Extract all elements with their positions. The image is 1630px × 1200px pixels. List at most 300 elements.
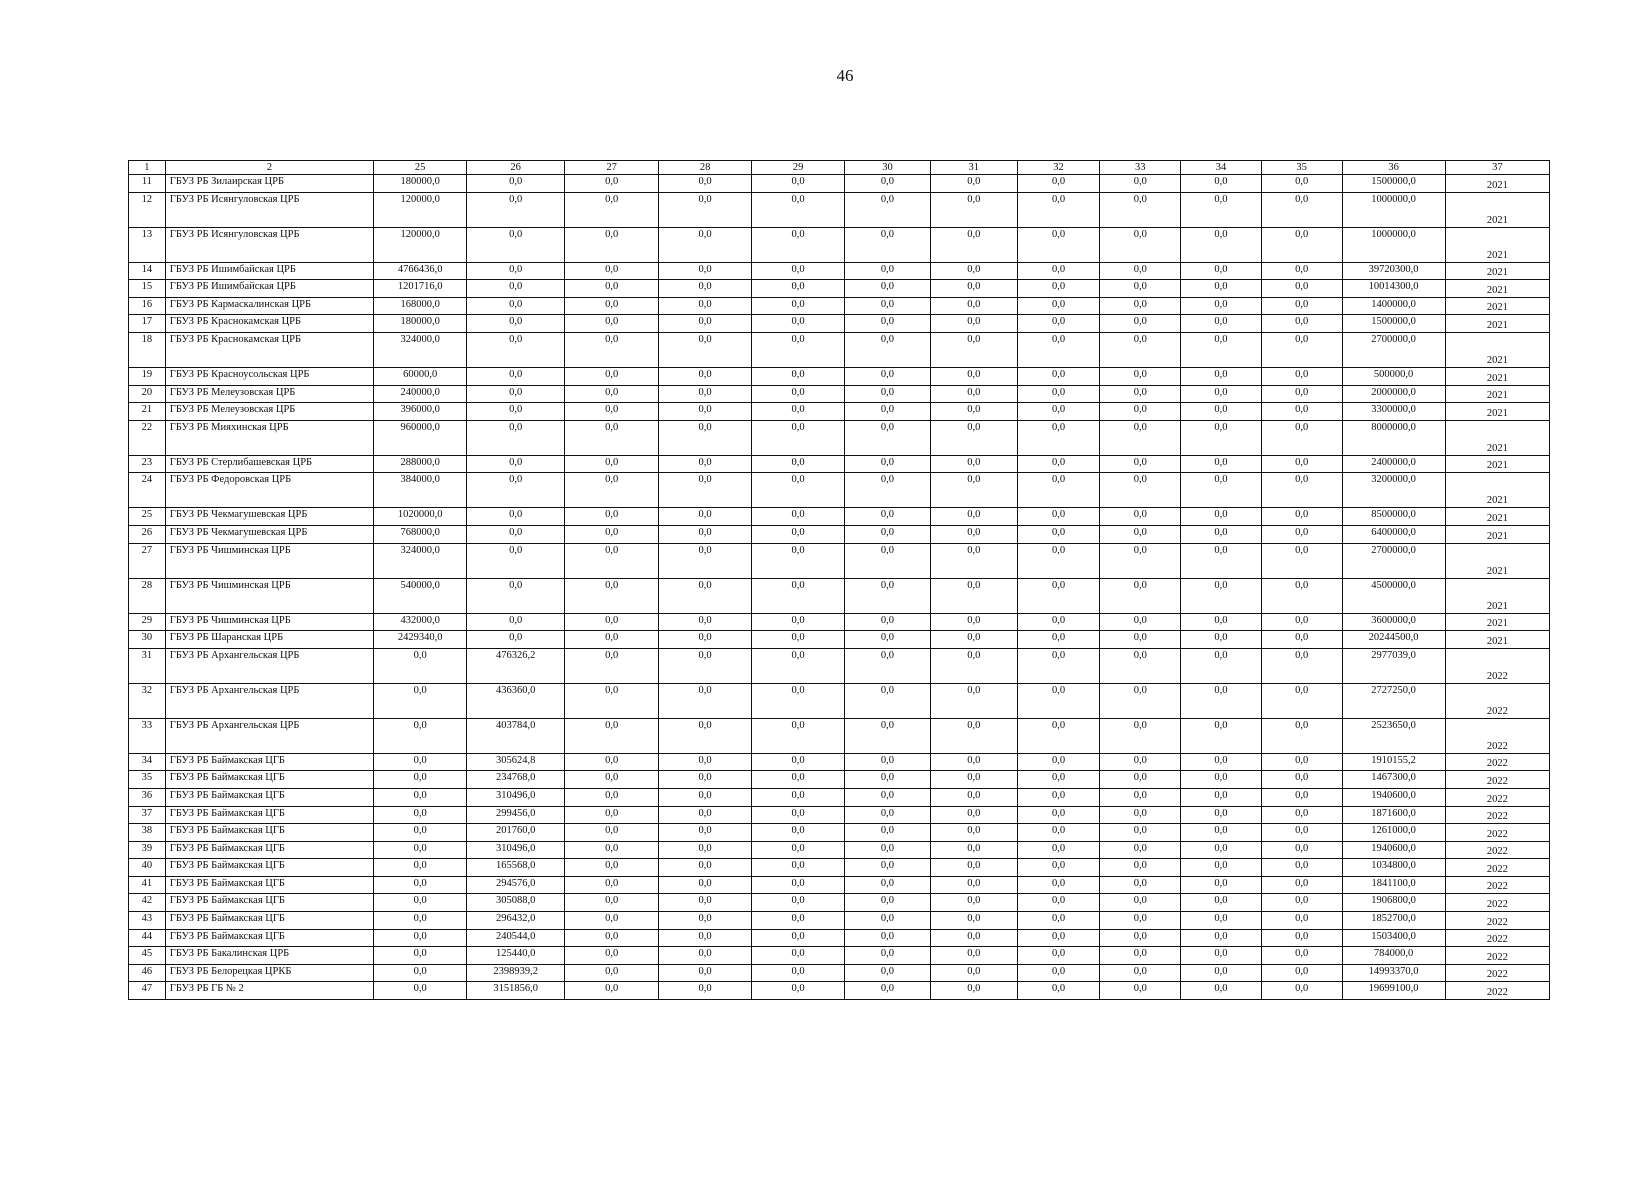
value-col-33: 0,0 bbox=[1100, 912, 1181, 930]
institution-name: ГБУЗ РБ Мелеузовская ЦРБ bbox=[165, 403, 373, 421]
institution-name: ГБУЗ РБ Мелеузовская ЦРБ bbox=[165, 385, 373, 403]
value-col-30: 0,0 bbox=[845, 227, 931, 262]
column-header: 31 bbox=[930, 161, 1017, 175]
value-col-32: 0,0 bbox=[1017, 912, 1100, 930]
row-number: 22 bbox=[129, 420, 166, 455]
value-col-36: 2400000,0 bbox=[1342, 455, 1445, 473]
row-number: 34 bbox=[129, 753, 166, 771]
value-col-32: 0,0 bbox=[1017, 420, 1100, 455]
value-col-33: 0,0 bbox=[1100, 525, 1181, 543]
value-col-36: 4500000,0 bbox=[1342, 578, 1445, 613]
value-col-25: 1201716,0 bbox=[374, 280, 467, 298]
value-col-28: 0,0 bbox=[659, 982, 752, 1000]
year-col-37: 2021 bbox=[1445, 315, 1549, 333]
value-col-27: 0,0 bbox=[565, 367, 659, 385]
value-col-28: 0,0 bbox=[659, 473, 752, 508]
value-col-36: 1940600,0 bbox=[1342, 841, 1445, 859]
value-col-30: 0,0 bbox=[845, 332, 931, 367]
value-col-34: 0,0 bbox=[1181, 876, 1262, 894]
value-col-25: 324000,0 bbox=[374, 332, 467, 367]
value-col-29: 0,0 bbox=[752, 227, 845, 262]
value-col-36: 20244500,0 bbox=[1342, 631, 1445, 649]
value-col-36: 1500000,0 bbox=[1342, 315, 1445, 333]
value-col-34: 0,0 bbox=[1181, 315, 1262, 333]
value-col-34: 0,0 bbox=[1181, 929, 1262, 947]
column-header: 2 bbox=[165, 161, 373, 175]
value-col-35: 0,0 bbox=[1261, 385, 1342, 403]
value-col-35: 0,0 bbox=[1261, 824, 1342, 842]
value-col-26: 0,0 bbox=[467, 631, 565, 649]
row-number: 39 bbox=[129, 841, 166, 859]
value-col-29: 0,0 bbox=[752, 929, 845, 947]
value-col-26: 0,0 bbox=[467, 315, 565, 333]
value-col-26: 0,0 bbox=[467, 525, 565, 543]
value-col-26: 294576,0 bbox=[467, 876, 565, 894]
value-col-34: 0,0 bbox=[1181, 332, 1262, 367]
value-col-28: 0,0 bbox=[659, 753, 752, 771]
value-col-31: 0,0 bbox=[930, 262, 1017, 280]
value-col-26: 3151856,0 bbox=[467, 982, 565, 1000]
table-row bbox=[129, 912, 1550, 930]
value-col-34: 0,0 bbox=[1181, 947, 1262, 965]
year-col-37: 2022 bbox=[1445, 876, 1549, 894]
value-col-35: 0,0 bbox=[1261, 964, 1342, 982]
value-col-25: 4766436,0 bbox=[374, 262, 467, 280]
year-col-37: 2021 bbox=[1445, 578, 1549, 613]
value-col-29: 0,0 bbox=[752, 912, 845, 930]
value-col-26: 0,0 bbox=[467, 420, 565, 455]
value-col-36: 3600000,0 bbox=[1342, 613, 1445, 631]
year-col-37: 2021 bbox=[1445, 385, 1549, 403]
table-row bbox=[129, 280, 1550, 298]
value-col-33: 0,0 bbox=[1100, 929, 1181, 947]
value-col-27: 0,0 bbox=[565, 332, 659, 367]
value-col-36: 2700000,0 bbox=[1342, 332, 1445, 367]
value-col-30: 0,0 bbox=[845, 403, 931, 421]
value-col-30: 0,0 bbox=[845, 648, 931, 683]
value-col-26: 476326,2 bbox=[467, 648, 565, 683]
value-col-35: 0,0 bbox=[1261, 806, 1342, 824]
year-col-37: 2022 bbox=[1445, 982, 1549, 1000]
row-number: 41 bbox=[129, 876, 166, 894]
value-col-33: 0,0 bbox=[1100, 876, 1181, 894]
value-col-30: 0,0 bbox=[845, 929, 931, 947]
value-col-31: 0,0 bbox=[930, 367, 1017, 385]
value-col-27: 0,0 bbox=[565, 982, 659, 1000]
value-col-36: 19699100,0 bbox=[1342, 982, 1445, 1000]
value-col-30: 0,0 bbox=[845, 718, 931, 753]
value-col-30: 0,0 bbox=[845, 841, 931, 859]
value-col-28: 0,0 bbox=[659, 929, 752, 947]
institution-name: ГБУЗ РБ Бакалинская ЦРБ bbox=[165, 947, 373, 965]
value-col-28: 0,0 bbox=[659, 280, 752, 298]
funding-table bbox=[128, 160, 1550, 1000]
value-col-26: 436360,0 bbox=[467, 683, 565, 718]
value-col-32: 0,0 bbox=[1017, 982, 1100, 1000]
value-col-33: 0,0 bbox=[1100, 648, 1181, 683]
value-col-30: 0,0 bbox=[845, 964, 931, 982]
row-number: 42 bbox=[129, 894, 166, 912]
row-number: 28 bbox=[129, 578, 166, 613]
year-col-37: 2022 bbox=[1445, 683, 1549, 718]
row-number: 43 bbox=[129, 912, 166, 930]
value-col-30: 0,0 bbox=[845, 876, 931, 894]
table-row bbox=[129, 788, 1550, 806]
value-col-25: 2429340,0 bbox=[374, 631, 467, 649]
value-col-35: 0,0 bbox=[1261, 578, 1342, 613]
value-col-30: 0,0 bbox=[845, 385, 931, 403]
value-col-30: 0,0 bbox=[845, 947, 931, 965]
column-header: 36 bbox=[1342, 161, 1445, 175]
value-col-32: 0,0 bbox=[1017, 824, 1100, 842]
value-col-33: 0,0 bbox=[1100, 753, 1181, 771]
column-header: 34 bbox=[1181, 161, 1262, 175]
value-col-27: 0,0 bbox=[565, 929, 659, 947]
value-col-29: 0,0 bbox=[752, 753, 845, 771]
value-col-33: 0,0 bbox=[1100, 455, 1181, 473]
value-col-34: 0,0 bbox=[1181, 771, 1262, 789]
value-col-27: 0,0 bbox=[565, 227, 659, 262]
value-col-31: 0,0 bbox=[930, 841, 1017, 859]
value-col-35: 0,0 bbox=[1261, 683, 1342, 718]
value-col-33: 0,0 bbox=[1100, 280, 1181, 298]
value-col-27: 0,0 bbox=[565, 753, 659, 771]
table-row bbox=[129, 824, 1550, 842]
value-col-29: 0,0 bbox=[752, 788, 845, 806]
value-col-36: 14993370,0 bbox=[1342, 964, 1445, 982]
value-col-31: 0,0 bbox=[930, 894, 1017, 912]
value-col-36: 1940600,0 bbox=[1342, 788, 1445, 806]
value-col-31: 0,0 bbox=[930, 280, 1017, 298]
value-col-25: 1020000,0 bbox=[374, 508, 467, 526]
table-row bbox=[129, 947, 1550, 965]
year-col-37: 2021 bbox=[1445, 297, 1549, 315]
value-col-27: 0,0 bbox=[565, 859, 659, 877]
value-col-29: 0,0 bbox=[752, 473, 845, 508]
institution-name: ГБУЗ РБ Баймакская ЦГБ bbox=[165, 753, 373, 771]
table-row bbox=[129, 525, 1550, 543]
value-col-27: 0,0 bbox=[565, 894, 659, 912]
value-col-32: 0,0 bbox=[1017, 280, 1100, 298]
value-col-33: 0,0 bbox=[1100, 227, 1181, 262]
row-number: 12 bbox=[129, 192, 166, 227]
value-col-27: 0,0 bbox=[565, 508, 659, 526]
value-col-31: 0,0 bbox=[930, 718, 1017, 753]
value-col-32: 0,0 bbox=[1017, 613, 1100, 631]
value-col-28: 0,0 bbox=[659, 912, 752, 930]
value-col-26: 0,0 bbox=[467, 578, 565, 613]
value-col-25: 168000,0 bbox=[374, 297, 467, 315]
value-col-26: 0,0 bbox=[467, 297, 565, 315]
institution-name: ГБУЗ РБ Чекмагушевская ЦРБ bbox=[165, 525, 373, 543]
table-row bbox=[129, 683, 1550, 718]
year-col-37: 2021 bbox=[1445, 227, 1549, 262]
value-col-28: 0,0 bbox=[659, 385, 752, 403]
institution-name: ГБУЗ РБ Красноусольская ЦРБ bbox=[165, 367, 373, 385]
value-col-33: 0,0 bbox=[1100, 894, 1181, 912]
value-col-33: 0,0 bbox=[1100, 806, 1181, 824]
institution-name: ГБУЗ РБ Ишимбайская ЦРБ bbox=[165, 262, 373, 280]
value-col-28: 0,0 bbox=[659, 841, 752, 859]
table-row bbox=[129, 631, 1550, 649]
value-col-35: 0,0 bbox=[1261, 455, 1342, 473]
value-col-26: 0,0 bbox=[467, 473, 565, 508]
institution-name: ГБУЗ РБ Краснокамская ЦРБ bbox=[165, 315, 373, 333]
year-col-37: 2022 bbox=[1445, 648, 1549, 683]
institution-name: ГБУЗ РБ Чишминская ЦРБ bbox=[165, 543, 373, 578]
value-col-33: 0,0 bbox=[1100, 332, 1181, 367]
year-col-37: 2021 bbox=[1445, 192, 1549, 227]
value-col-32: 0,0 bbox=[1017, 455, 1100, 473]
value-col-26: 0,0 bbox=[467, 508, 565, 526]
value-col-33: 0,0 bbox=[1100, 315, 1181, 333]
value-col-33: 0,0 bbox=[1100, 964, 1181, 982]
value-col-29: 0,0 bbox=[752, 876, 845, 894]
value-col-28: 0,0 bbox=[659, 648, 752, 683]
row-number: 31 bbox=[129, 648, 166, 683]
value-col-34: 0,0 bbox=[1181, 508, 1262, 526]
value-col-30: 0,0 bbox=[845, 788, 931, 806]
value-col-27: 0,0 bbox=[565, 315, 659, 333]
value-col-36: 3300000,0 bbox=[1342, 403, 1445, 421]
value-col-27: 0,0 bbox=[565, 262, 659, 280]
value-col-33: 0,0 bbox=[1100, 771, 1181, 789]
year-col-37: 2022 bbox=[1445, 912, 1549, 930]
value-col-26: 310496,0 bbox=[467, 841, 565, 859]
value-col-35: 0,0 bbox=[1261, 262, 1342, 280]
value-col-25: 0,0 bbox=[374, 947, 467, 965]
value-col-26: 240544,0 bbox=[467, 929, 565, 947]
value-col-31: 0,0 bbox=[930, 631, 1017, 649]
row-number: 20 bbox=[129, 385, 166, 403]
value-col-34: 0,0 bbox=[1181, 648, 1262, 683]
value-col-25: 0,0 bbox=[374, 841, 467, 859]
value-col-30: 0,0 bbox=[845, 543, 931, 578]
value-col-33: 0,0 bbox=[1100, 788, 1181, 806]
value-col-34: 0,0 bbox=[1181, 473, 1262, 508]
value-col-34: 0,0 bbox=[1181, 806, 1262, 824]
value-col-27: 0,0 bbox=[565, 403, 659, 421]
value-col-25: 120000,0 bbox=[374, 192, 467, 227]
value-col-34: 0,0 bbox=[1181, 912, 1262, 930]
value-col-36: 2727250,0 bbox=[1342, 683, 1445, 718]
value-col-36: 1467300,0 bbox=[1342, 771, 1445, 789]
institution-name: ГБУЗ РБ Архангельская ЦРБ bbox=[165, 718, 373, 753]
value-col-29: 0,0 bbox=[752, 367, 845, 385]
value-col-34: 0,0 bbox=[1181, 964, 1262, 982]
value-col-35: 0,0 bbox=[1261, 947, 1342, 965]
institution-name: ГБУЗ РБ Баймакская ЦГБ bbox=[165, 912, 373, 930]
value-col-25: 0,0 bbox=[374, 771, 467, 789]
value-col-35: 0,0 bbox=[1261, 613, 1342, 631]
value-col-35: 0,0 bbox=[1261, 332, 1342, 367]
value-col-27: 0,0 bbox=[565, 175, 659, 193]
value-col-34: 0,0 bbox=[1181, 280, 1262, 298]
value-col-27: 0,0 bbox=[565, 420, 659, 455]
table-row bbox=[129, 806, 1550, 824]
institution-name: ГБУЗ РБ Шаранская ЦРБ bbox=[165, 631, 373, 649]
value-col-25: 180000,0 bbox=[374, 175, 467, 193]
year-col-37: 2021 bbox=[1445, 631, 1549, 649]
table-row bbox=[129, 455, 1550, 473]
institution-name: ГБУЗ РБ Баймакская ЦГБ bbox=[165, 859, 373, 877]
value-col-32: 0,0 bbox=[1017, 525, 1100, 543]
value-col-31: 0,0 bbox=[930, 982, 1017, 1000]
row-number: 14 bbox=[129, 262, 166, 280]
value-col-27: 0,0 bbox=[565, 473, 659, 508]
column-header: 25 bbox=[374, 161, 467, 175]
institution-name: ГБУЗ РБ Исянгуловская ЦРБ bbox=[165, 192, 373, 227]
value-col-26: 0,0 bbox=[467, 332, 565, 367]
value-col-31: 0,0 bbox=[930, 912, 1017, 930]
value-col-34: 0,0 bbox=[1181, 894, 1262, 912]
value-col-35: 0,0 bbox=[1261, 929, 1342, 947]
value-col-26: 0,0 bbox=[467, 367, 565, 385]
value-col-26: 0,0 bbox=[467, 227, 565, 262]
value-col-32: 0,0 bbox=[1017, 648, 1100, 683]
value-col-35: 0,0 bbox=[1261, 227, 1342, 262]
value-col-28: 0,0 bbox=[659, 631, 752, 649]
institution-name: ГБУЗ РБ Белорецкая ЦРКБ bbox=[165, 964, 373, 982]
column-header: 33 bbox=[1100, 161, 1181, 175]
year-col-37: 2021 bbox=[1445, 262, 1549, 280]
value-col-28: 0,0 bbox=[659, 332, 752, 367]
value-col-25: 432000,0 bbox=[374, 613, 467, 631]
institution-name: ГБУЗ РБ Стерлибашевская ЦРБ bbox=[165, 455, 373, 473]
table-row bbox=[129, 315, 1550, 333]
value-col-34: 0,0 bbox=[1181, 420, 1262, 455]
table-row bbox=[129, 859, 1550, 877]
value-col-27: 0,0 bbox=[565, 718, 659, 753]
value-col-34: 0,0 bbox=[1181, 718, 1262, 753]
value-col-26: 0,0 bbox=[467, 543, 565, 578]
value-col-28: 0,0 bbox=[659, 367, 752, 385]
year-col-37: 2022 bbox=[1445, 824, 1549, 842]
column-header: 35 bbox=[1261, 161, 1342, 175]
value-col-33: 0,0 bbox=[1100, 841, 1181, 859]
value-col-36: 2700000,0 bbox=[1342, 543, 1445, 578]
value-col-25: 0,0 bbox=[374, 964, 467, 982]
value-col-32: 0,0 bbox=[1017, 192, 1100, 227]
value-col-36: 1261000,0 bbox=[1342, 824, 1445, 842]
value-col-33: 0,0 bbox=[1100, 262, 1181, 280]
institution-name: ГБУЗ РБ Ишимбайская ЦРБ bbox=[165, 280, 373, 298]
value-col-31: 0,0 bbox=[930, 929, 1017, 947]
row-number: 19 bbox=[129, 367, 166, 385]
value-col-35: 0,0 bbox=[1261, 753, 1342, 771]
value-col-28: 0,0 bbox=[659, 403, 752, 421]
value-col-25: 0,0 bbox=[374, 753, 467, 771]
value-col-32: 0,0 bbox=[1017, 718, 1100, 753]
table-row bbox=[129, 473, 1550, 508]
value-col-28: 0,0 bbox=[659, 525, 752, 543]
value-col-33: 0,0 bbox=[1100, 297, 1181, 315]
value-col-31: 0,0 bbox=[930, 297, 1017, 315]
value-col-36: 500000,0 bbox=[1342, 367, 1445, 385]
value-col-31: 0,0 bbox=[930, 876, 1017, 894]
value-col-35: 0,0 bbox=[1261, 403, 1342, 421]
value-col-29: 0,0 bbox=[752, 824, 845, 842]
value-col-35: 0,0 bbox=[1261, 718, 1342, 753]
value-col-36: 1000000,0 bbox=[1342, 227, 1445, 262]
value-col-25: 288000,0 bbox=[374, 455, 467, 473]
value-col-29: 0,0 bbox=[752, 982, 845, 1000]
value-col-27: 0,0 bbox=[565, 648, 659, 683]
value-col-30: 0,0 bbox=[845, 824, 931, 842]
year-col-37: 2022 bbox=[1445, 771, 1549, 789]
value-col-34: 0,0 bbox=[1181, 683, 1262, 718]
value-col-25: 768000,0 bbox=[374, 525, 467, 543]
value-col-36: 1000000,0 bbox=[1342, 192, 1445, 227]
value-col-33: 0,0 bbox=[1100, 683, 1181, 718]
value-col-30: 0,0 bbox=[845, 192, 931, 227]
value-col-34: 0,0 bbox=[1181, 543, 1262, 578]
table-row bbox=[129, 175, 1550, 193]
year-col-37: 2021 bbox=[1445, 525, 1549, 543]
value-col-29: 0,0 bbox=[752, 841, 845, 859]
value-col-32: 0,0 bbox=[1017, 543, 1100, 578]
row-number: 11 bbox=[129, 175, 166, 193]
value-col-25: 120000,0 bbox=[374, 227, 467, 262]
value-col-32: 0,0 bbox=[1017, 227, 1100, 262]
value-col-28: 0,0 bbox=[659, 788, 752, 806]
value-col-28: 0,0 bbox=[659, 824, 752, 842]
institution-name: ГБУЗ РБ Мияхинская ЦРБ bbox=[165, 420, 373, 455]
row-number: 44 bbox=[129, 929, 166, 947]
value-col-31: 0,0 bbox=[930, 824, 1017, 842]
institution-name: ГБУЗ РБ Баймакская ЦГБ bbox=[165, 806, 373, 824]
value-col-28: 0,0 bbox=[659, 613, 752, 631]
value-col-28: 0,0 bbox=[659, 227, 752, 262]
value-col-30: 0,0 bbox=[845, 753, 931, 771]
year-col-37: 2021 bbox=[1445, 280, 1549, 298]
institution-name: ГБУЗ РБ Кармаскалинская ЦРБ bbox=[165, 297, 373, 315]
row-number: 45 bbox=[129, 947, 166, 965]
table-row bbox=[129, 929, 1550, 947]
value-col-28: 0,0 bbox=[659, 175, 752, 193]
table-row bbox=[129, 876, 1550, 894]
value-col-33: 0,0 bbox=[1100, 543, 1181, 578]
value-col-31: 0,0 bbox=[930, 227, 1017, 262]
row-number: 18 bbox=[129, 332, 166, 367]
value-col-28: 0,0 bbox=[659, 543, 752, 578]
year-col-37: 2022 bbox=[1445, 947, 1549, 965]
value-col-31: 0,0 bbox=[930, 788, 1017, 806]
value-col-27: 0,0 bbox=[565, 455, 659, 473]
value-col-36: 1852700,0 bbox=[1342, 912, 1445, 930]
value-col-36: 8000000,0 bbox=[1342, 420, 1445, 455]
value-col-27: 0,0 bbox=[565, 771, 659, 789]
row-number: 26 bbox=[129, 525, 166, 543]
value-col-27: 0,0 bbox=[565, 788, 659, 806]
value-col-34: 0,0 bbox=[1181, 613, 1262, 631]
value-col-29: 0,0 bbox=[752, 964, 845, 982]
year-col-37: 2022 bbox=[1445, 894, 1549, 912]
value-col-30: 0,0 bbox=[845, 578, 931, 613]
value-col-32: 0,0 bbox=[1017, 297, 1100, 315]
value-col-29: 0,0 bbox=[752, 280, 845, 298]
value-col-35: 0,0 bbox=[1261, 192, 1342, 227]
year-col-37: 2022 bbox=[1445, 964, 1549, 982]
value-col-28: 0,0 bbox=[659, 192, 752, 227]
row-number: 21 bbox=[129, 403, 166, 421]
value-col-31: 0,0 bbox=[930, 508, 1017, 526]
column-header: 28 bbox=[659, 161, 752, 175]
value-col-28: 0,0 bbox=[659, 578, 752, 613]
value-col-32: 0,0 bbox=[1017, 683, 1100, 718]
row-number: 47 bbox=[129, 982, 166, 1000]
value-col-35: 0,0 bbox=[1261, 912, 1342, 930]
